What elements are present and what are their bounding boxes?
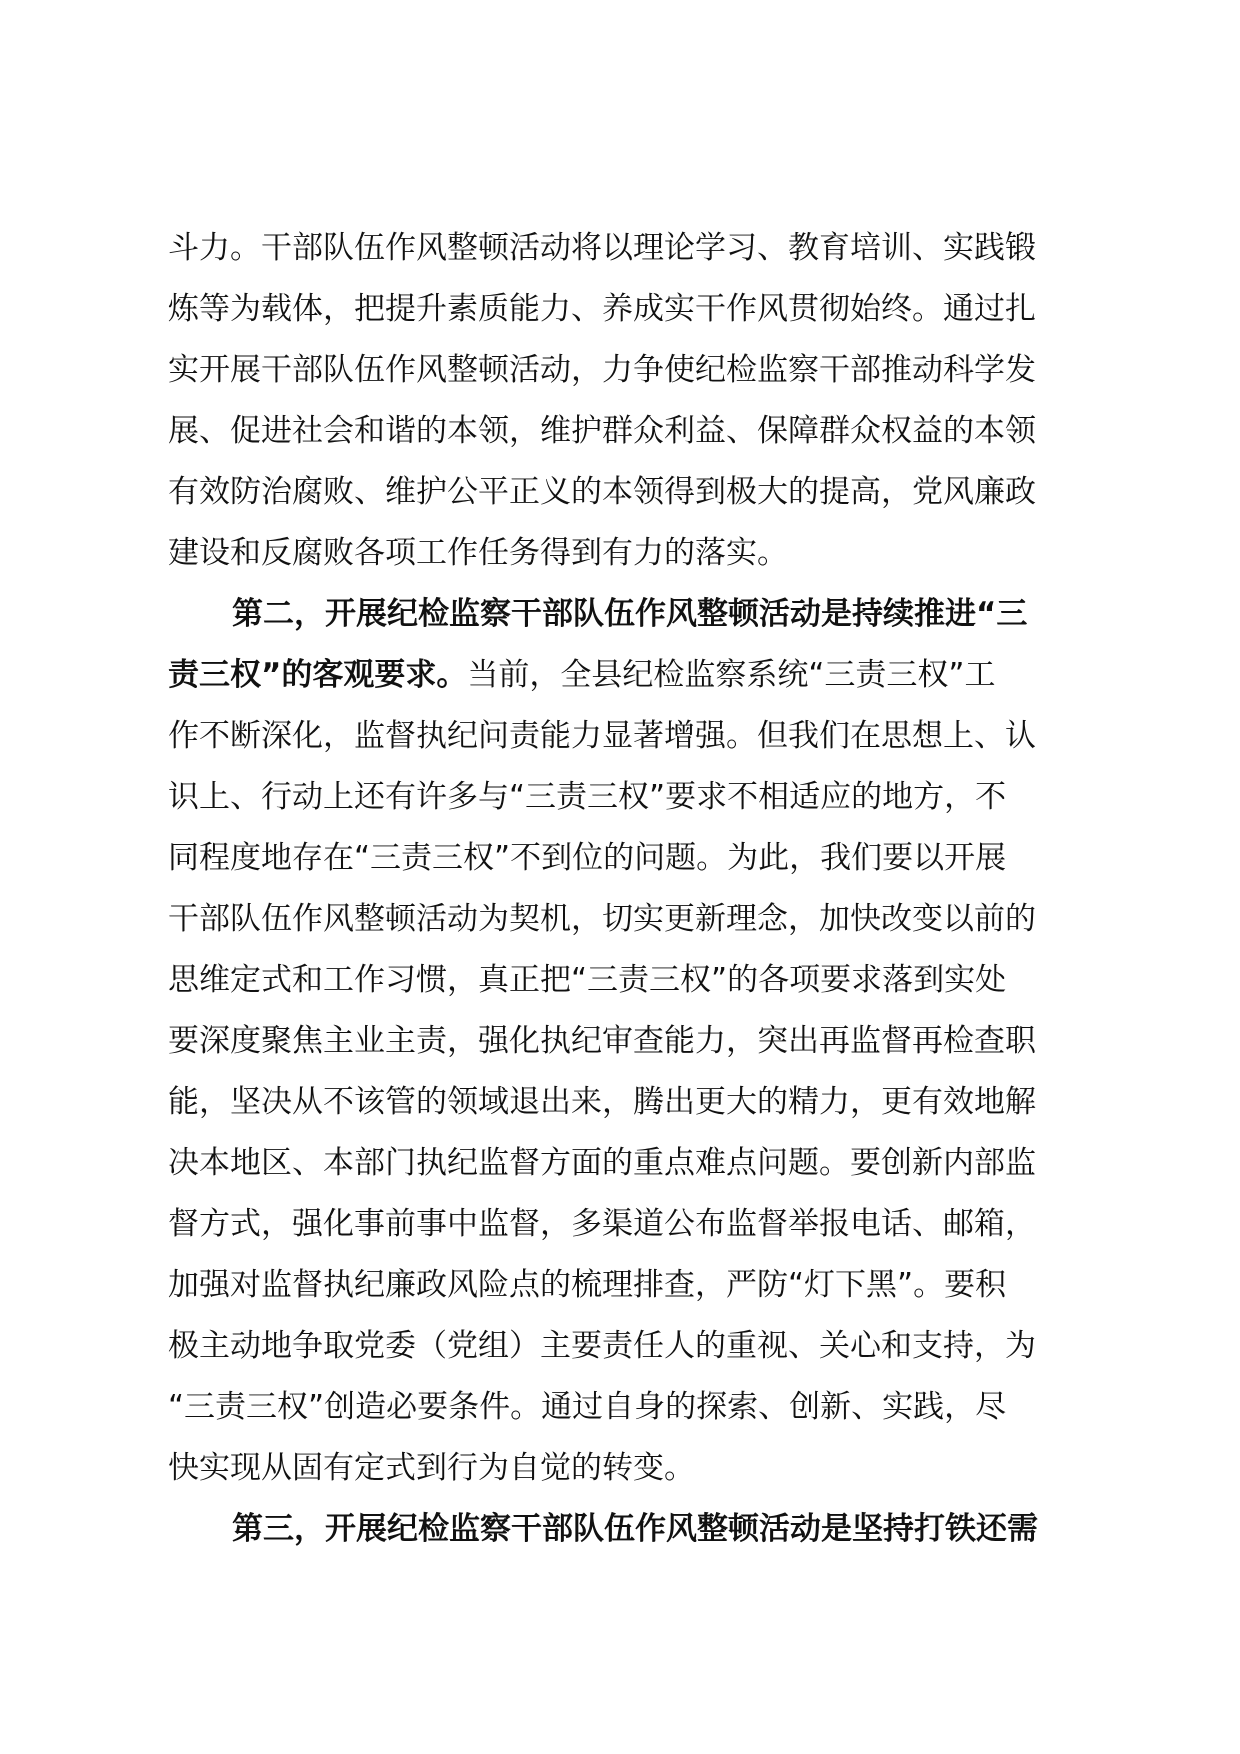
line-text: 同程度地存在“三责三权”不到位的问题。为此，我们要以开展	[168, 840, 1007, 876]
text-line-5	[168, 462, 1108, 523]
line-text: 当前，全县纪检监察系统“三责三权”工	[467, 657, 996, 693]
text-line-17	[168, 1194, 1108, 1255]
line-text: 快实现从固有定式到行为自觉的转变。	[168, 1450, 695, 1486]
text-line-15	[168, 1072, 1108, 1133]
text-line-8	[168, 645, 1108, 706]
line-text: 能，坚决从不该管的领域退出来，腾出更大的精力，更有效地解	[168, 1084, 1036, 1120]
text-line-9	[168, 706, 1108, 767]
text-line-20	[168, 1377, 1108, 1438]
bold-lead: 第二，开展纪检监察干部队伍作风整顿活动是持续推进“三	[232, 596, 1028, 632]
line-text: 建设和反腐败各项工作任务得到有力的落实。	[168, 535, 788, 571]
text-line-13	[168, 950, 1108, 1011]
text-line-6	[168, 523, 1108, 584]
text-line-18	[168, 1255, 1108, 1316]
text-line-12	[168, 889, 1108, 950]
line-text: 思维定式和工作习惯，真正把“三责三权”的各项要求落到实处	[168, 962, 1007, 998]
text-line-1	[168, 218, 1108, 279]
line-text: 要深度聚焦主业主责，强化执纪审查能力，突出再监督再检查职	[168, 1023, 1036, 1059]
line-text: 有效防治腐败、维护公平正义的本领得到极大的提高，党风廉政	[168, 474, 1036, 510]
text-line-16	[168, 1133, 1108, 1194]
line-text: 炼等为载体，把提升素质能力、养成实干作风贯彻始终。通过扎	[168, 291, 1036, 327]
line-text: 干部队伍作风整顿活动为契机，切实更新理念，加快改变以前的	[168, 901, 1036, 937]
document-body	[168, 218, 1108, 1560]
section-heading-3	[168, 1499, 1108, 1560]
text-line-3	[168, 340, 1108, 401]
line-text: 展、促进社会和谐的本领，维护群众利益、保障群众权益的本领	[168, 413, 1036, 449]
line-text: 加强对监督执纪廉政风险点的梳理排查，严防“灯下黑”。要积	[168, 1267, 1007, 1303]
bold-lead: 责三权”的客观要求。	[168, 657, 468, 693]
line-text: “三责三权”创造必要条件。通过自身的探索、创新、实践，尽	[168, 1389, 1007, 1425]
bold-lead: 第三，开展纪检监察干部队伍作风整顿活动是坚持打铁还需	[232, 1511, 1038, 1547]
line-text: 督方式，强化事前事中监督，多渠道公布监督举报电话、邮箱，	[168, 1206, 1036, 1242]
text-line-4	[168, 401, 1108, 462]
text-line-14	[168, 1011, 1108, 1072]
line-text: 作不断深化，监督执纪问责能力显著增强。但我们在思想上、认	[168, 718, 1036, 754]
line-text: 决本地区、本部门执纪监督方面的重点难点问题。要创新内部监	[168, 1145, 1036, 1181]
line-text: 实开展干部队伍作风整顿活动，力争使纪检监察干部推动科学发	[168, 352, 1036, 388]
text-line-19	[168, 1316, 1108, 1377]
line-text: 识上、行动上还有许多与“三责三权”要求不相适应的地方，不	[168, 779, 1007, 815]
line-text: 极主动地争取党委（党组）主要责任人的重视、关心和支持，为	[168, 1328, 1036, 1364]
line-text: 斗力。干部队伍作风整顿活动将以理论学习、教育培训、实践锻	[168, 230, 1036, 266]
section-heading-2	[168, 584, 1108, 645]
text-line-11	[168, 828, 1108, 889]
text-line-2	[168, 279, 1108, 340]
text-line-21	[168, 1438, 1108, 1499]
text-line-10	[168, 767, 1108, 828]
